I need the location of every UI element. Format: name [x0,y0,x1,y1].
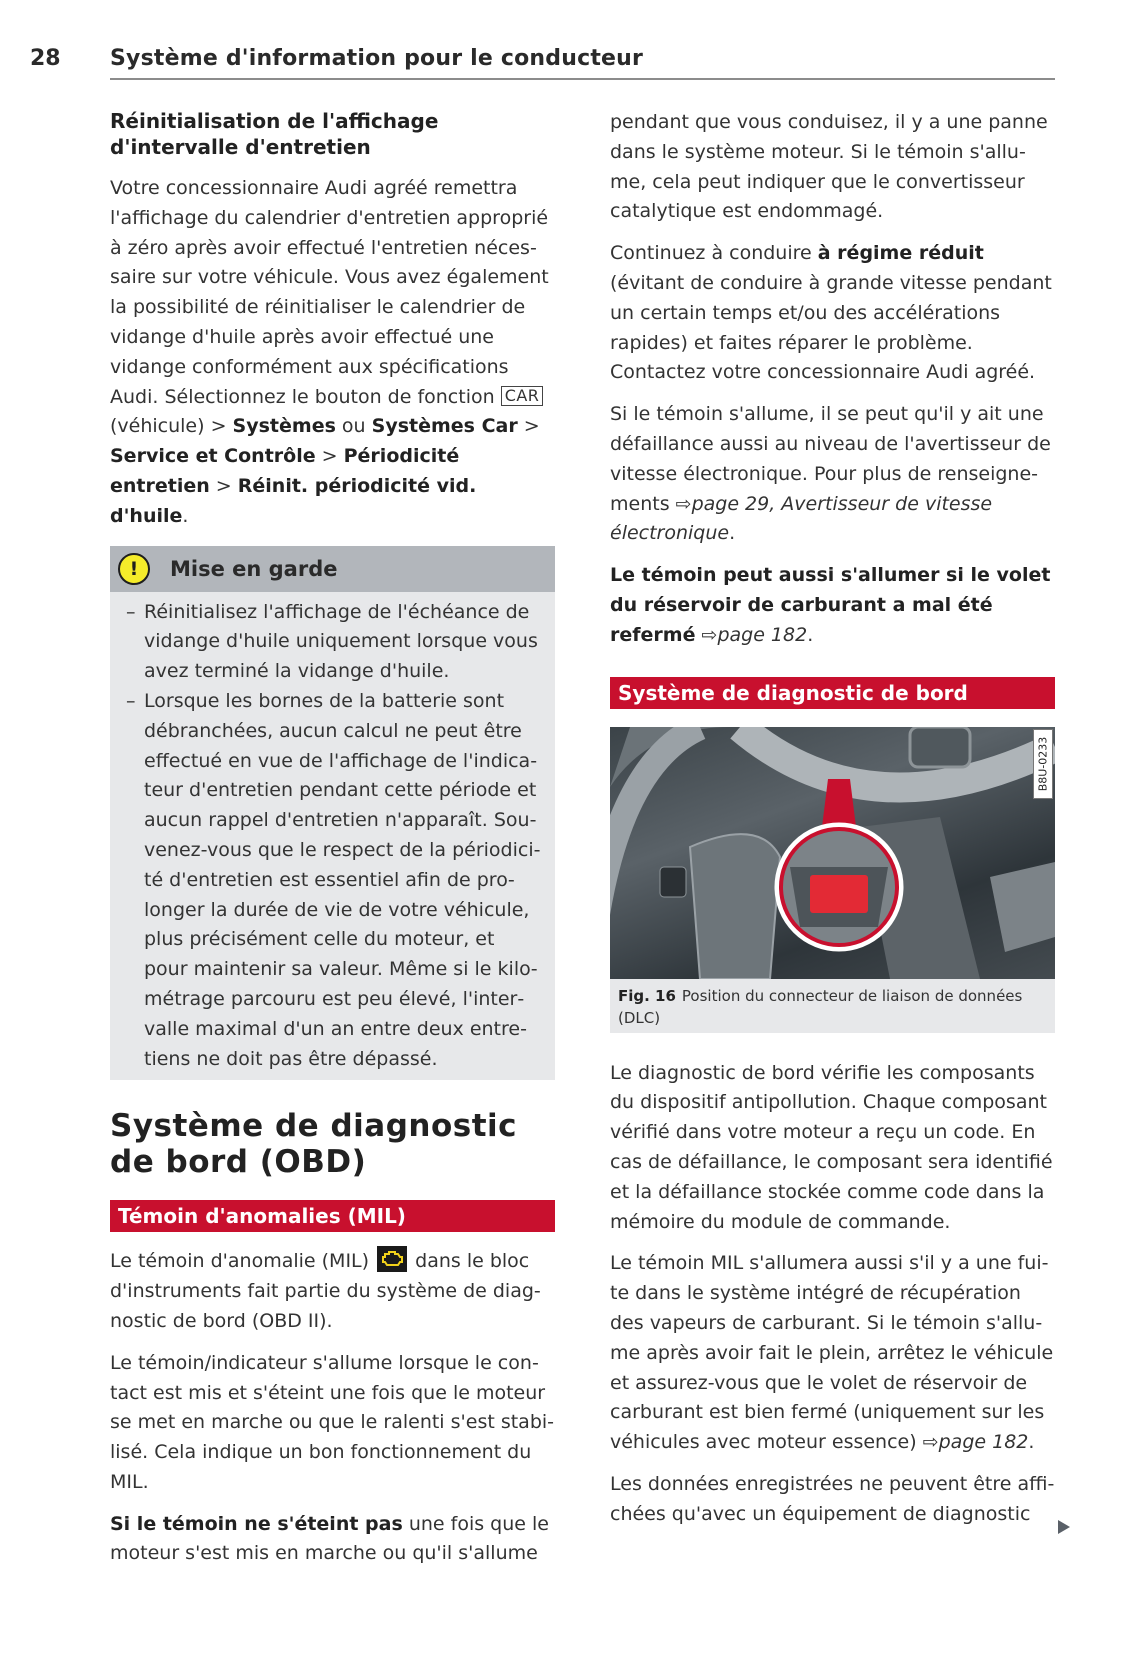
menu-path-item: Réinit. périodicité vid. d'huile [110,474,477,527]
warning-item-text: Lorsque les bornes de la batterie sont débranchées, aucun calcul ne peut être effectué en vue de l'affichage de l'indicateur d'entretien pendant cette période et aucun rappel d'entretien n'apparaît. Souvenez-vous que le respect de la périodicité d'entretien est essentiel afin de prolonger la durée de vie de votre véhicule, plus précisément celle du moteur, et pour maintenir sa valeur. Même si le kilométrage parcouru est peu élevé, l'intervalle maximal d'un an entre deux entretiens ne doit pas être dépassé. [144,689,541,1070]
dlc-location-illustration [610,727,1055,979]
running-title: Système d'information pour le conducteur [110,46,644,71]
continue-arrow-icon [1058,1520,1070,1534]
diagnostic-paragraph: Le diagnostic de bord vérifie les composants du dispositif antipollution. Chaque composant vérifié dans votre moteur a reçu un code. En cas de défaillance, le composant sera identifié et la défaillance stockée comme code dans la mémoire du module de commande. [610,1061,1053,1233]
dashboard-illustration [610,727,1055,979]
exclamation-circle-icon: ! [118,553,150,585]
warning-item: – Réinitialisez l'affichage de l'échéance de vidange d'huile uniquement lorsque vous avez terminé la vidange d'huile. [126,600,538,683]
menu-path-item: Systèmes Car [371,415,518,438]
page-29-link[interactable]: page 29, Avertisseur de vitesse électronique [610,492,993,545]
figure-16 [610,727,1055,1033]
mil-paragraph-3 [110,1510,555,1570]
mil-subsection-bar: Témoin d'anomalies (MIL) [110,1200,555,1232]
obd-section-title: Système de diagnostic de bord (OBD) [110,1108,518,1181]
mil-paragraph-2: Le témoin/indicateur s'allume lorsque le contact est mis et s'éteint une fois que le moteur se met en marche ou que le ralenti s'est stabilisé. Cela indique un bon fonctionnement du MIL. [110,1351,555,1493]
figure-id-label [1033,729,1053,799]
figure-caption-text: Position du connecteur de liaison de données (DLC) [618,986,1023,1027]
continued-paragraph: pendant que vous conduisez, il y a une panne dans le système moteur. Si le témoin s'allume, cela peut indiquer que le convertisseur catalytique est endommagé. [610,111,1048,223]
warning-list [110,592,555,1075]
warning-item-text: Réinitialisez l'affichage de l'échéance de vidange d'huile uniquement lorsque vous avez terminé la vidange d'huile. [144,600,538,683]
page-header [30,44,1055,78]
text: ou [335,415,372,438]
reset-paragraph [110,174,555,532]
text: Le témoin d'anomalie (MIL) [110,1250,376,1273]
text: . [1028,1431,1035,1454]
text: . [182,504,189,527]
menu-path-item: Systèmes [232,415,336,438]
warning-box [110,546,555,1081]
figure-id-text: B8U-0233 [1036,736,1050,791]
text: (évitant de conduire à grande vitesse pendant un certain temps et/ou des accélérations rapides) et faites réparer le problème. Contactez votre concessionnaire Audi agréé. [610,271,1052,384]
right-column [610,108,1055,1530]
text: (véhicule) > [110,415,233,438]
page-182-link[interactable]: page 182 [717,623,808,646]
text: Votre concessionnaire Audi agréé remettra l'affichage du calendrier d'entretien approprié à zéro après avoir effectué l'entretien nécessaire sur votre véhicule. Vous avez également la possibilité de réinitialiser le calendrier de vidange d'huile après avoir effectué une vidange conformément aux spécifications Audi. Sélectionnez le bouton de fonction [110,177,549,408]
text: une fois que le moteur s'est mis en marche ou qu'il s'allume [110,1512,549,1565]
menu-path-item: Périodicité entretien [110,445,460,497]
text: Si le témoin s'allume, il se peut qu'il y ait une défaillance aussi au niveau de l'avertisseur de vitesse électronique. Pour plus de renseignements [610,403,1051,515]
warning-item: – Lorsque les bornes de la batterie sont débranchées, aucun calcul ne peut être effectué en vue de l'affichage de l'indicateur d'entretien pendant cette période et aucun rappel d'entretien n'apparaît. Souvenez-vous que le respect de la périodicité d'entretien est essentiel afin de prolonger la durée de vie de votre véhicule, plus précisément celle du moteur, et pour maintenir sa valeur. Même si le kilométrage parcouru est peu élevé, l'intervalle maximal d'un an entre deux entretiens ne doit pas être dépassé. [126,689,541,1070]
text: > [315,445,344,468]
stored-data-paragraph: Les données enregistrées ne peuvent être affichées qu'avec un équipement de diagnostic [610,1472,1055,1525]
reduced-speed-paragraph [610,239,1055,388]
text: Le témoin MIL s'allumera aussi s'il y a une fuite dans le système intégré de récupération des vapeurs de carburant. Si le témoin s'allume après avoir fait le plein, arrêtez le véhicule et assurez-vous que le volet de réservoir de carburant est bien fermé (uniquement sur les véhicules avec moteur essence) [610,1252,1054,1454]
cross-ref-arrow-icon: ⇨ [701,623,718,646]
text: . [807,623,814,646]
mil-paragraph-1 [110,1246,555,1336]
cross-ref-arrow-icon: ⇨ [922,1431,939,1454]
vapor-leak-paragraph [610,1249,1055,1458]
header-rule [110,78,1055,80]
page-182-link[interactable]: page 182 [938,1431,1029,1454]
figure-label: Fig. 16 [618,986,676,1005]
obd-subsection-bar: Système de diagnostic de bord [610,677,1055,709]
reset-heading: Réinitialisation de l'affichage d'intervalle d'entretien [110,109,439,159]
car-key-label: CAR [501,386,544,406]
text: > [517,415,540,438]
emphasis: Si le témoin ne s'éteint pas [110,1512,403,1535]
engine-check-icon [377,1246,407,1272]
fuel-cap-paragraph [610,561,1055,650]
text: Continuez à conduire [610,242,818,265]
menu-path-item: Service et Contrôle [110,445,316,468]
left-column [110,108,555,1569]
emphasis: Le témoin peut aussi s'allumer si le volet du réservoir de carburant a mal été refermé [610,564,1051,646]
warning-title: Mise en garde [170,556,338,581]
warning-header [110,546,555,592]
text: dans le bloc d'instruments fait partie du système de diagnostic de bord (OBD II). [110,1250,541,1332]
text: . [729,522,736,545]
figure-caption [610,979,1055,1033]
speed-warning-paragraph [610,400,1055,549]
text: > [209,474,238,497]
emphasis: à régime réduit [817,242,984,265]
page-number: 28 [30,46,61,71]
cross-ref-arrow-icon: ⇨ [675,492,692,515]
